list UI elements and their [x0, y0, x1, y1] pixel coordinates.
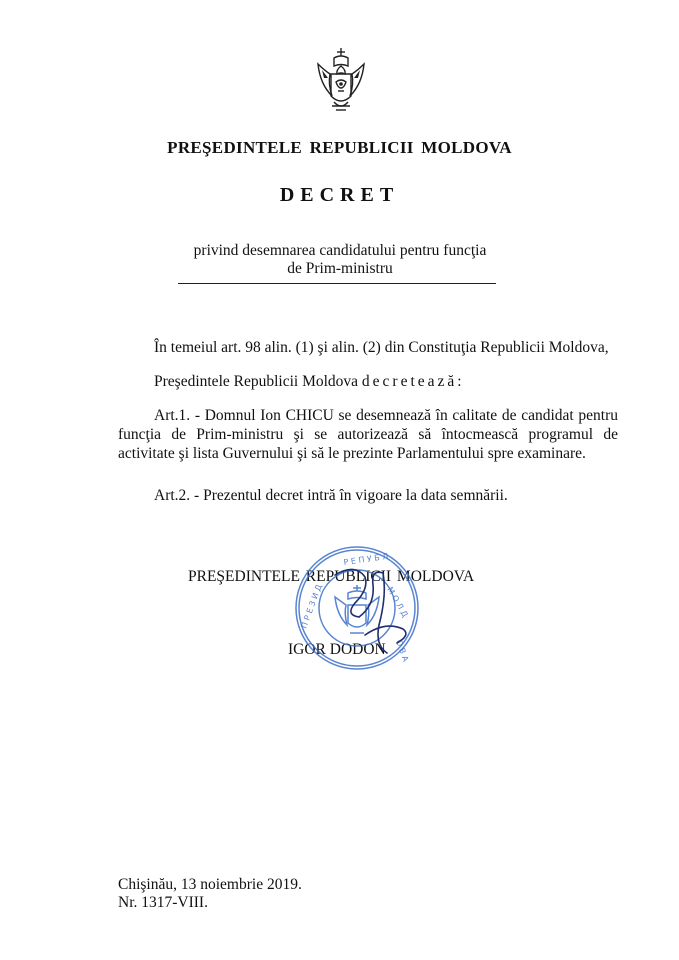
handwritten-signature	[325, 555, 425, 665]
document-type-title: DECRET	[279, 184, 400, 206]
decree-intro-paragraph	[118, 372, 618, 391]
signatory-name: IGOR DODON	[288, 641, 386, 658]
issuer-heading: PREŞEDINTELE REPUBLICII MOLDOVA	[167, 138, 512, 157]
decree-intro-text: Preşedintele Republicii Moldova	[154, 373, 359, 390]
signatory-title: PREŞEDINTELE REPUBLICII MOLDOVA	[188, 568, 475, 585]
subject-line-1: privind desemnarea candidatului pentru funcţia	[193, 242, 487, 259]
decree-verb: decretează:	[361, 373, 465, 390]
svg-text:П Р Е З И Д: П Р Е З И Д	[299, 583, 324, 630]
subject-line-2: de Prim-ministru	[287, 260, 393, 277]
article-2: Art.2. - Prezentul decret intră în vigoare la data semnării.	[154, 487, 508, 504]
svg-text:М О Л Д: М О Л Д	[385, 585, 410, 619]
decree-number: Nr. 1317-VIII.	[118, 894, 208, 911]
subject-underline	[178, 283, 496, 284]
preamble-paragraph: În temeiul art. 98 alin. (1) şi alin. (2) din Constituţia Republicii Moldova,	[154, 339, 609, 356]
place-and-date: Chişinău, 13 noiembrie 2019.	[118, 876, 302, 893]
svg-text:О В А: О В А	[394, 638, 411, 663]
article-1: Art.1. - Domnul Ion CHICU se desemnează în calitate de candidat pentru funcţia de Prim-ministru şi se autorizează să întocmească programul de activitate şi lista Guvernului şi să le prezinte Parlamentului spre examinare.	[118, 407, 618, 462]
svg-text:Р Е П У Б Л: Р Е П У Б Л	[343, 551, 389, 567]
coat-of-arms-icon	[314, 44, 368, 122]
